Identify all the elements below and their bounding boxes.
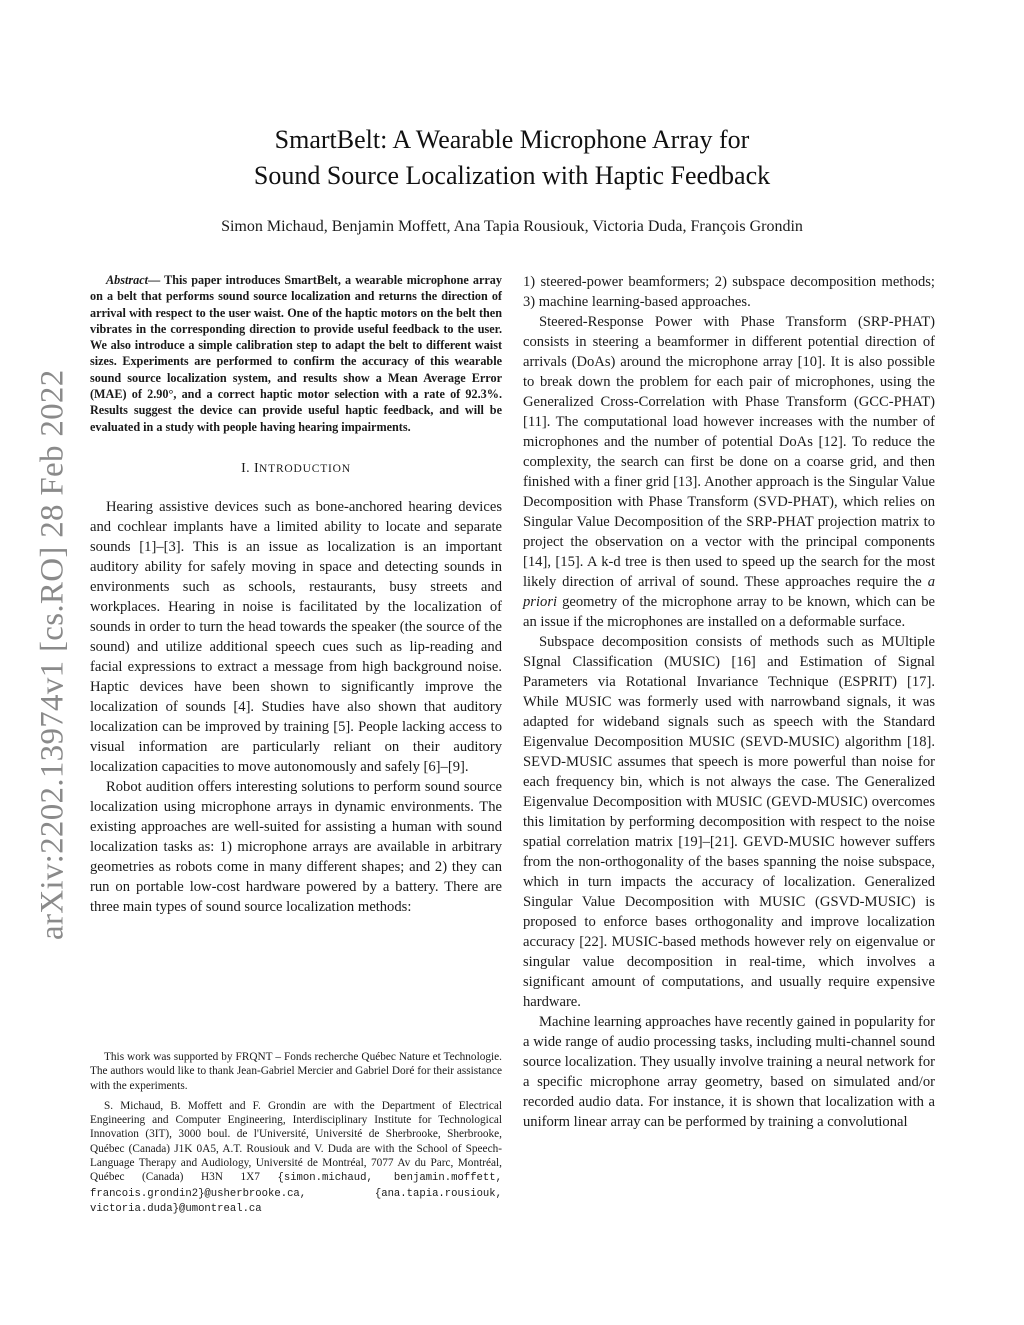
- a-priori-italic: a priori: [523, 574, 935, 610]
- srp-phat-paragraph: [523, 312, 935, 632]
- section-number: I.: [241, 460, 251, 476]
- abstract-text: — This paper introduces SmartBelt, a wearable microphone array on a belt that performs sound source localization and returns the direction of arrival with respect to the user waist. One of the haptic motors on the belt then vibrates in the corresponding direction to provide useful feedback to the user. We also introduce a simple calibration step to adapt the belt to different waist sizes. Experiments are performed to confirm the accuracy of this wearable sound source localization system, and results show a Mean Average Error (MAE) of 2.90°, and a correct haptic motor selection with a rate of 92.3%. Results suggest the device can provide useful haptic feedback, and will be evaluated in a study with people having hearing impairments.: [90, 273, 502, 434]
- right-column: [523, 272, 935, 1132]
- footnotes: [90, 1050, 502, 1222]
- affiliation-text: S. Michaud, B. Moffett and F. Grondin are with the Department of Electrical Engineering and Computer Engineering, Interdisciplinary Institute for Technological Innovation (3IT), 3000 boul. de l'Université, Université de Sherbrooke, Sherbrooke, Québec (Canada) J1K 0A5, A.T. Rousiouk and V. Duda are with the School of Speech-Language Therapy and Audiology, Université de Montréal, 7077 Av du Parc, Montréal, Québec (Canada) H3N 1X7: [90, 1099, 502, 1184]
- section-heading-introduction: [90, 461, 502, 477]
- left-column: [90, 272, 502, 1215]
- title-line-2: Sound Source Localization with Haptic Feedback: [253, 161, 771, 190]
- srp-phat-text-end: geometry of the microphone array to be known, which can be an issue if the microphones are installed on a deformable surface.: [523, 594, 935, 630]
- funding-footnote: This work was supported by FRQNT – Fonds recherche Québec Nature et Technologie. The authors would like to thank Jean-Gabriel Mercier and Gabriel Doré for their assistance with the experiments.: [90, 1051, 502, 1092]
- affiliation-footnote: [90, 1099, 502, 1216]
- intro-paragraph-1: Hearing assistive devices such as bone-anchored hearing devices and cochlear implants have a limited ability to locate and separate sounds [1]–[3]. This is an issue as localization is an important auditory ability for safely moving in space and detecting sounds in environments such as schools, restaurants, busy streets and workplaces. Hearing in noise is facilitated by the localization of sounds in order to turn the head towards the speaker (the source of the sound) and utilize additional speech cues such as lip-reading and facial expressions to extract a message from high background noise. Haptic devices have been shown to significantly improve the localization of sounds [4]. Studies have also shown that auditory localization can be improved by training [5]. People lacking access to visual information are particularly reliant on their auditory localization capacities to move autonomously and safely [6]–[9].: [90, 498, 502, 775]
- author-list: Simon Michaud, Benjamin Moffett, Ana Tapia Rousiouk, Victoria Duda, François Grondin: [221, 218, 803, 235]
- author-emails: {simon.michaud, benjamin.moffett, francois.grondin2}@usherbrooke.ca, {ana.tapia.rousiouk, victoria.duda}@umontreal.ca: [90, 1172, 502, 1215]
- abstract-label: Abstract: [106, 273, 148, 287]
- section-title-rest: NTRODUCTION: [259, 462, 351, 475]
- arxiv-identifier: arXiv:2202.13974v1 [cs.RO] 28 Feb 2022: [34, 369, 71, 941]
- section-title-first: I: [253, 460, 260, 476]
- methods-list-continuation: 1) steered-power beamformers; 2) subspace decomposition methods; 3) machine learning-based approaches.: [523, 274, 935, 310]
- abstract: [90, 272, 502, 435]
- title-line-1: SmartBelt: A Wearable Microphone Array for: [274, 125, 750, 154]
- paper-title: [120, 122, 904, 194]
- intro-paragraph-2: Robot audition offers interesting solutions to perform sound source localization using microphone arrays in dynamic environments. The existing approaches are well-suited for assisting a human with sound localization tasks as: 1) microphone arrays are available in arbitrary geometries as robots come in many different shapes; and 2) they can run on portable low-cost hardware powered by a battery. There are three main types of sound source localization methods:: [90, 778, 502, 915]
- machine-learning-paragraph: Machine learning approaches have recently gained in popularity for a wide range of audio processing tasks, including multi-channel sound source localization. They usually involve training a neural network for a specific microphone array geometry, based on simulated and/or recorded audio data. For instance, it is shown that localization with a uniform linear array can be performed by training a convolutional: [523, 1014, 935, 1130]
- subspace-paragraph: Subspace decomposition consists of methods such as MUltiple SIgnal Classification (MUSIC) [16] and Estimation of Signal Parameters via Rotational Invariance Technique (ESPRIT) [17]. While MUSIC was formerly used with narrowband signals, it was adapted for wideband signals such as speech with the Standard Eigenvalue Decomposition MUSIC (SEVD-MUSIC) algorithm [18]. SEVD-MUSIC assumes that speech is more powerful than noise for each frequency bin, which is not always the case. The Generalized Eigenvalue Decomposition with MUSIC (GEVD-MUSIC) overcomes this limitation by performing decomposition with respect to the noise spatial correlation matrix [19]–[21]. GEVD-MUSIC however suffers from the non-orthogonality of the bases spanning the noise subspace, which in turn impacts the accuracy of localization. Generalized Singular Value Decomposition with MUSIC (GSVD-MUSIC) is proposed to enforce bases orthogonality and improve localization accuracy [22]. MUSIC-based methods however rely on eigenvalue or singular value decomposition in real-time, which involves a significant amount of computations, and usually require expensive hardware.: [523, 634, 935, 1010]
- srp-phat-text: Steered-Response Power with Phase Transform (SRP-PHAT) consists in steering a beamformer in different potential direction of arrivals (DoAs) around the microphone array [10]. It is also possible to break down the problem for each pair of microphones, using the Generalized Cross-Correlation with Phase Transform (GCC-PHAT) [11]. The computational load however increases with the number of microphones and the number of potential DoAs [12]. To reduce the complexity, the search can first be done on a coarse grid, and then finished with a finer grid [13]. Another approach is the Singular Value Decomposition with Phase Transform (SVD-PHAT), which relies on Singular Value Decomposition of the SRP-PHAT projection matrix to project the observation on a vector with the principal components [14], [15]. A k-d tree is then used to speed up the search for the most likely direction of arrival of sound. These approaches require the: [523, 314, 935, 590]
